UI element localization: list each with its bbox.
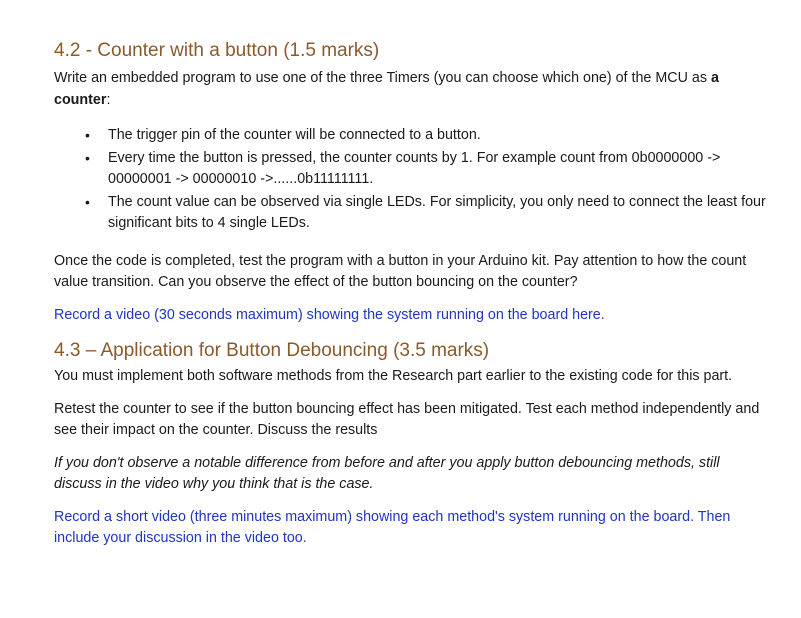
intro-text: Write an embedded program to use one of the three Timers (you can choose which one) of the MCU as — [54, 70, 707, 86]
record-video-link-4-3[interactable]: Record a short video (three minutes maximum) showing each method's system running on the board. Then include your discussion in the video too. — [54, 508, 731, 546]
list-item — [54, 192, 766, 235]
requirements-list — [54, 125, 766, 235]
section-4-3-italic-note: If you don't observe a notable difference from before and after you apply button debouncing methods, still discuss in the video why you think that is the case. — [54, 454, 720, 492]
section-4-3-heading: 4.3 – Application for Button Debouncing (3.5 marks) — [54, 340, 490, 361]
intro-bold-term: a counter — [54, 70, 719, 108]
list-item — [54, 148, 766, 191]
bullet-icon: • — [85, 149, 90, 166]
list-item-text: The count value can be observed via single LEDs. For simplicity, you only need to connect the least four significant bits to 4 single LEDs. — [108, 193, 766, 231]
list-item — [54, 125, 766, 147]
section-4-3-paragraph-2: Retest the counter to see if the button bouncing effect has been mitigated. Test each method independently and see their impact on the counter. Discuss the results — [54, 400, 760, 438]
list-item-text: The trigger pin of the counter will be connected to a button. — [108, 127, 481, 143]
test-paragraph: Once the code is completed, test the program with a button in your Arduino kit. Pay attention to how the count value transition. Can you observe the effect of the button bouncing on the counter? — [54, 252, 747, 290]
bullet-icon: • — [85, 193, 90, 210]
record-video-link-4-2[interactable]: Record a video (30 seconds maximum) showing the system running on the board here. — [54, 306, 605, 323]
section-4-2-intro — [54, 68, 766, 111]
list-item-text: Every time the button is pressed, the counter counts by 1. For example count from 0b0000000 -> 00000001 -> 00000010 ->......0b11111111. — [108, 149, 721, 187]
section-4-3-paragraph-1: You must implement both software methods from the Research part earlier to the existing code for this part. — [54, 368, 733, 384]
intro-end: : — [106, 91, 111, 108]
document-page — [54, 38, 766, 550]
section-4-2-heading: 4.2 - Counter with a button (1.5 marks) — [54, 40, 380, 61]
bullet-icon: • — [85, 127, 90, 143]
